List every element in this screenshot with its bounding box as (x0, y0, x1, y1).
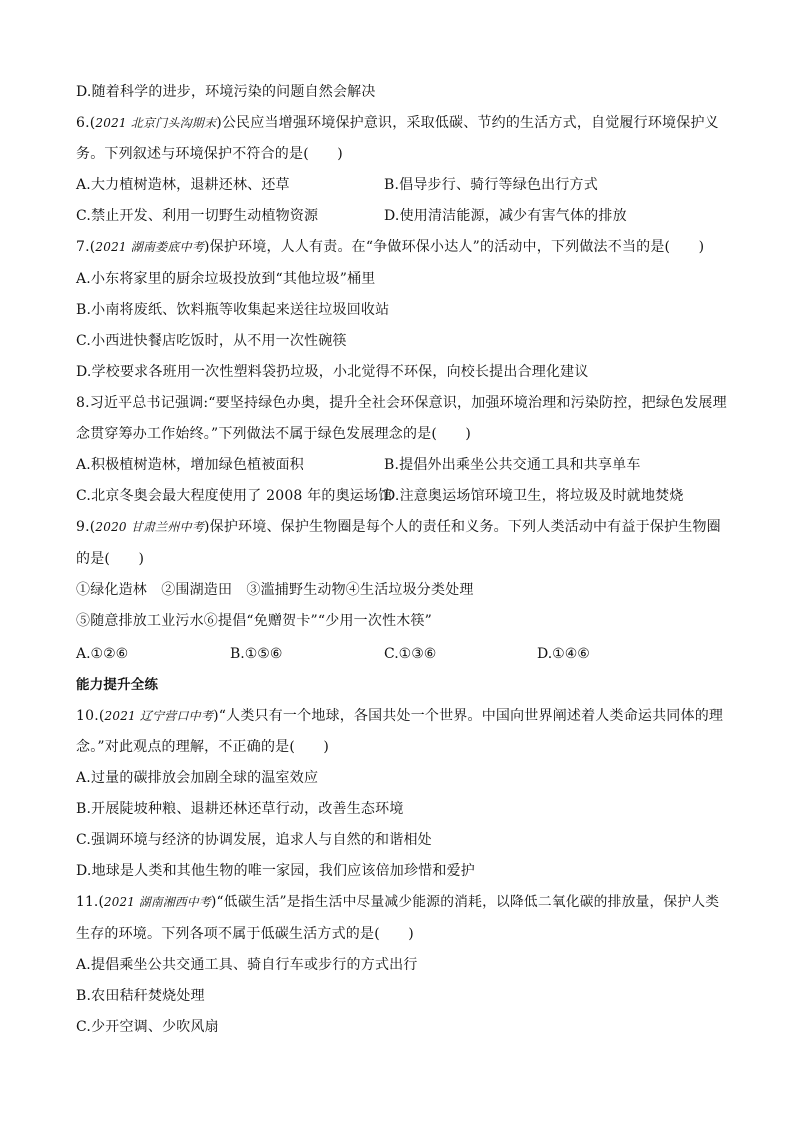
q9-items-line2: ⑤随意排放工业污水⑥提倡“免赠贺卡”“少用一次性木筷” (76, 613, 433, 629)
q7-option-a: A.小东将家里的厨余垃圾投放到“其他垃圾”桶里 (76, 271, 376, 287)
q7-number: 7.( (76, 239, 96, 255)
q11-option-a: A.提倡乘坐公共交通工具、骑自行车或步行的方式出行 (76, 957, 418, 973)
q9-option-d: D.①④⑥ (537, 646, 590, 662)
q11-stem-line2: 生存的环境。下列各项不属于低碳生活方式的是( ) (76, 926, 414, 942)
q9-option-c: C.①③⑥ (384, 646, 437, 662)
q8-stem-line1: 8.习近平总书记强调:“要坚持绿色办奥，提升全社会环保意识，加强环境治理和污染防控，把绿色发展理 (76, 395, 727, 411)
q5-option-d: D.随着科学的进步，环境污染的问题自然会解决 (76, 84, 376, 100)
q7-option-c: C.小西进快餐店吃饭时，从不用一次性碗筷 (76, 333, 347, 349)
q6-stem-line1 (76, 113, 719, 133)
q10-option-a: A.过量的碳排放会加剧全球的温室效应 (76, 770, 319, 786)
q10-number: 10.( (76, 708, 105, 724)
q11-stem-line1 (76, 892, 719, 912)
q7-option-d: D.学校要求各班用一次性塑料袋扔垃圾，小北觉得不环保，向校长提出合理化建议 (76, 364, 589, 380)
q9-items-line1: ①绿化造林 ②围湖造田 ③滥捕野生动物④生活垃圾分类处理 (76, 582, 474, 598)
q7-stem-line1 (76, 237, 704, 257)
q8-stem-line2: 念贯穿筹办工作始终。”下列做法不属于绿色发展理念的是( ) (76, 426, 472, 442)
q11-stem-text: )“低碳生活”是指生活中尽量减少能源的消耗，以降低二氧化碳的排放量，保护人类 (210, 894, 720, 910)
q9-option-b: B.①⑤⑥ (230, 646, 283, 662)
q6-stem-text: )公民应当增强环境保护意识，采取低碳、节约的生活方式，自觉履行环境保护义 (216, 115, 719, 131)
q10-stem-text: )“人类只有一个地球，各国共处一个世界。中国向世界阐述着人类命运共同体的理 (213, 708, 724, 724)
q10-source: 2021 辽宁营口中考 (104, 709, 214, 723)
section-heading: 能力提升全练 (76, 677, 159, 693)
q9-stem-text: )保护环境、保护生物圈是每个人的责任和义务。下列人类活动中有益于保护生物圈 (203, 519, 721, 535)
q10-option-c: C.强调环境与经济的协调发展，追求人与自然的和谐相处 (76, 832, 432, 848)
q9-source: 2020 甘肃兰州中考 (95, 520, 204, 534)
q8-option-c: C.北京冬奥会最大程度使用了 2008 年的奥运场馆 (76, 488, 393, 504)
q6-option-b: B.倡导步行、骑行等绿色出行方式 (384, 177, 598, 193)
q9-option-a: A.①②⑥ (76, 646, 129, 662)
q11-option-b: B.农田秸秆焚烧处理 (76, 988, 205, 1004)
q11-option-c: C.少开空调、少吹风扇 (76, 1019, 219, 1035)
q6-option-d: D.使用清洁能源，减少有害气体的排放 (384, 208, 627, 224)
q6-number: 6.( (76, 115, 96, 131)
q11-number: 11.( (76, 894, 105, 910)
q8-option-a: A.积极植树造林，增加绿色植被面积 (76, 457, 304, 473)
q8-option-b: B.提倡外出乘坐公共交通工具和共享单车 (384, 457, 641, 473)
q8-option-d: D.注意奥运场馆环境卫生，将垃圾及时就地焚烧 (384, 488, 684, 504)
q10-option-b: B.开展陡坡种粮、退耕还林还草行动，改善生态环境 (76, 801, 404, 817)
q9-stem-line2: 的是( ) (76, 551, 145, 567)
q9-stem-line1 (76, 517, 721, 537)
q6-option-a: A.大力植树造林，退耕还林、还草 (76, 177, 290, 193)
q11-source: 2021 湖南湘西中考 (104, 895, 211, 909)
q10-stem-line2: 念。”对此观点的理解，不正确的是( ) (76, 739, 330, 755)
q10-option-d: D.地球是人类和其他生物的唯一家园，我们应该倍加珍惜和爱护 (76, 863, 475, 879)
q7-stem-text: )保护环境，人人有责。在“争做环保小达人”的活动中，下列做法不当的是( ) (203, 239, 705, 255)
q10-stem-line1 (76, 706, 723, 726)
q6-source: 2021 北京门头沟期末 (95, 116, 217, 130)
q9-number: 9.( (76, 519, 96, 535)
q7-source: 2021 湖南娄底中考 (95, 240, 204, 254)
q7-option-b: B.小南将废纸、饮料瓶等收集起来送往垃圾回收站 (76, 302, 390, 318)
q6-option-c: C.禁止开发、利用一切野生动植物资源 (76, 208, 319, 224)
q6-stem-line2: 务。下列叙述与环境保护不符合的是( ) (76, 146, 343, 162)
